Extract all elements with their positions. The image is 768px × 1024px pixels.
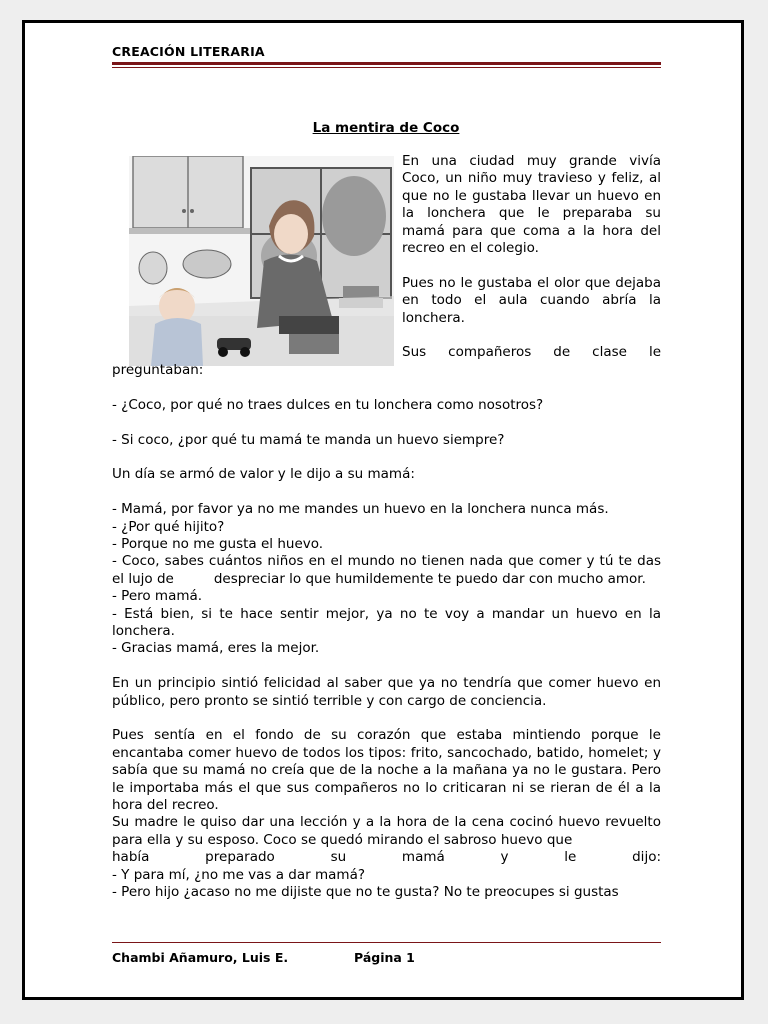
- document-page: [22, 20, 744, 1000]
- dialogue-line: - Pero hijo ¿acaso no me dijiste que no te gusta? No te preocupes si gustas: [112, 884, 619, 901]
- intro-paragraph: Pues no le gustaba el olor que dejaba en todo el aula cuando abría la lonchera.: [402, 274, 661, 326]
- body-paragraph: Pues sentía en el fondo de su corazón que estaba mintiendo porque le encantaba comer huevo de todos los tipos: frito, sancochado, batido, homelet; y sabía que su mamá no creía que de la noche a la mañana ya no le gustara. Pero le importaba más el que sus compañeros no lo criticaran ni se rieran de él a la hora del recreo.: [112, 727, 661, 814]
- intro-column: [402, 153, 661, 362]
- dialogue-line: - Porque no me gusta el huevo.: [112, 536, 324, 552]
- body-line: preguntaban:: [112, 362, 204, 378]
- story-title: La mentira de Coco: [312, 120, 460, 136]
- dialogue-line: - Está bien, si te hace sentir mejor, ya no te voy a mandar un huevo en la lonchera.: [112, 605, 661, 640]
- story-illustration: [129, 156, 394, 366]
- header-rule-thin: [112, 67, 661, 68]
- dialogue-part: - Coco, sabes cuántos niños en el mundo no tienen nada que comer y tú te das el lujo de: [112, 553, 661, 587]
- intro-paragraph: Sus compañeros de clase le: [402, 344, 661, 361]
- question-line: - Si coco, ¿por qué tu mamá te manda un huevo siempre?: [112, 431, 505, 448]
- body-paragraph: En un principio sintió felicidad al saber que ya no tendría que comer huevo en público, pero pronto se sintió terrible y con cargo de conciencia.: [112, 675, 661, 709]
- footer-author: Chambi Añamuro, Luis E.: [112, 950, 289, 965]
- intro-paragraph: En una ciudad muy grande vivía Coco, un niño muy travieso y feliz, al que no le gustaba llevar un huevo en la lonchera que le preparaba su mamá para que coma a la hora del recreo en el colegio.: [402, 153, 661, 257]
- footer-page-number: Página 1: [354, 950, 415, 965]
- body-paragraph: Su madre le quiso dar una lección y a la hora de la cena cocinó huevo revuelto para ella y su esposo. Coco se quedó mirando el sabroso huevo que: [112, 814, 661, 848]
- header-rule-thick: [112, 62, 661, 65]
- story-body: [112, 362, 661, 902]
- dialogue-line: - Gracias mamá, eres la mejor.: [112, 640, 320, 657]
- dialogue-line: - Pero mamá.: [112, 588, 203, 605]
- body-paragraph-last-line: había preparado su mamá y le dijo:: [112, 849, 661, 866]
- header-title: CREACIÓN LITERARIA: [112, 44, 265, 59]
- dialogue-line: - ¿Por qué hijito?: [112, 518, 225, 535]
- dialogue-line: [112, 553, 661, 588]
- dialogue-line: - Y para mí, ¿no me vas a dar mamá?: [112, 866, 366, 883]
- dialogue-part: despreciar lo que humildemente te puedo dar con mucho amor.: [213, 570, 646, 587]
- footer-rule: [112, 942, 661, 943]
- body-line: Un día se armó de valor y le dijo a su mamá:: [112, 466, 415, 483]
- question-line: - ¿Coco, por qué no traes dulces en tu lonchera como nosotros?: [112, 396, 544, 413]
- footer: [112, 950, 415, 965]
- dialogue-line: - Mamá, por favor ya no me mandes un huevo en la lonchera nunca más.: [112, 501, 609, 518]
